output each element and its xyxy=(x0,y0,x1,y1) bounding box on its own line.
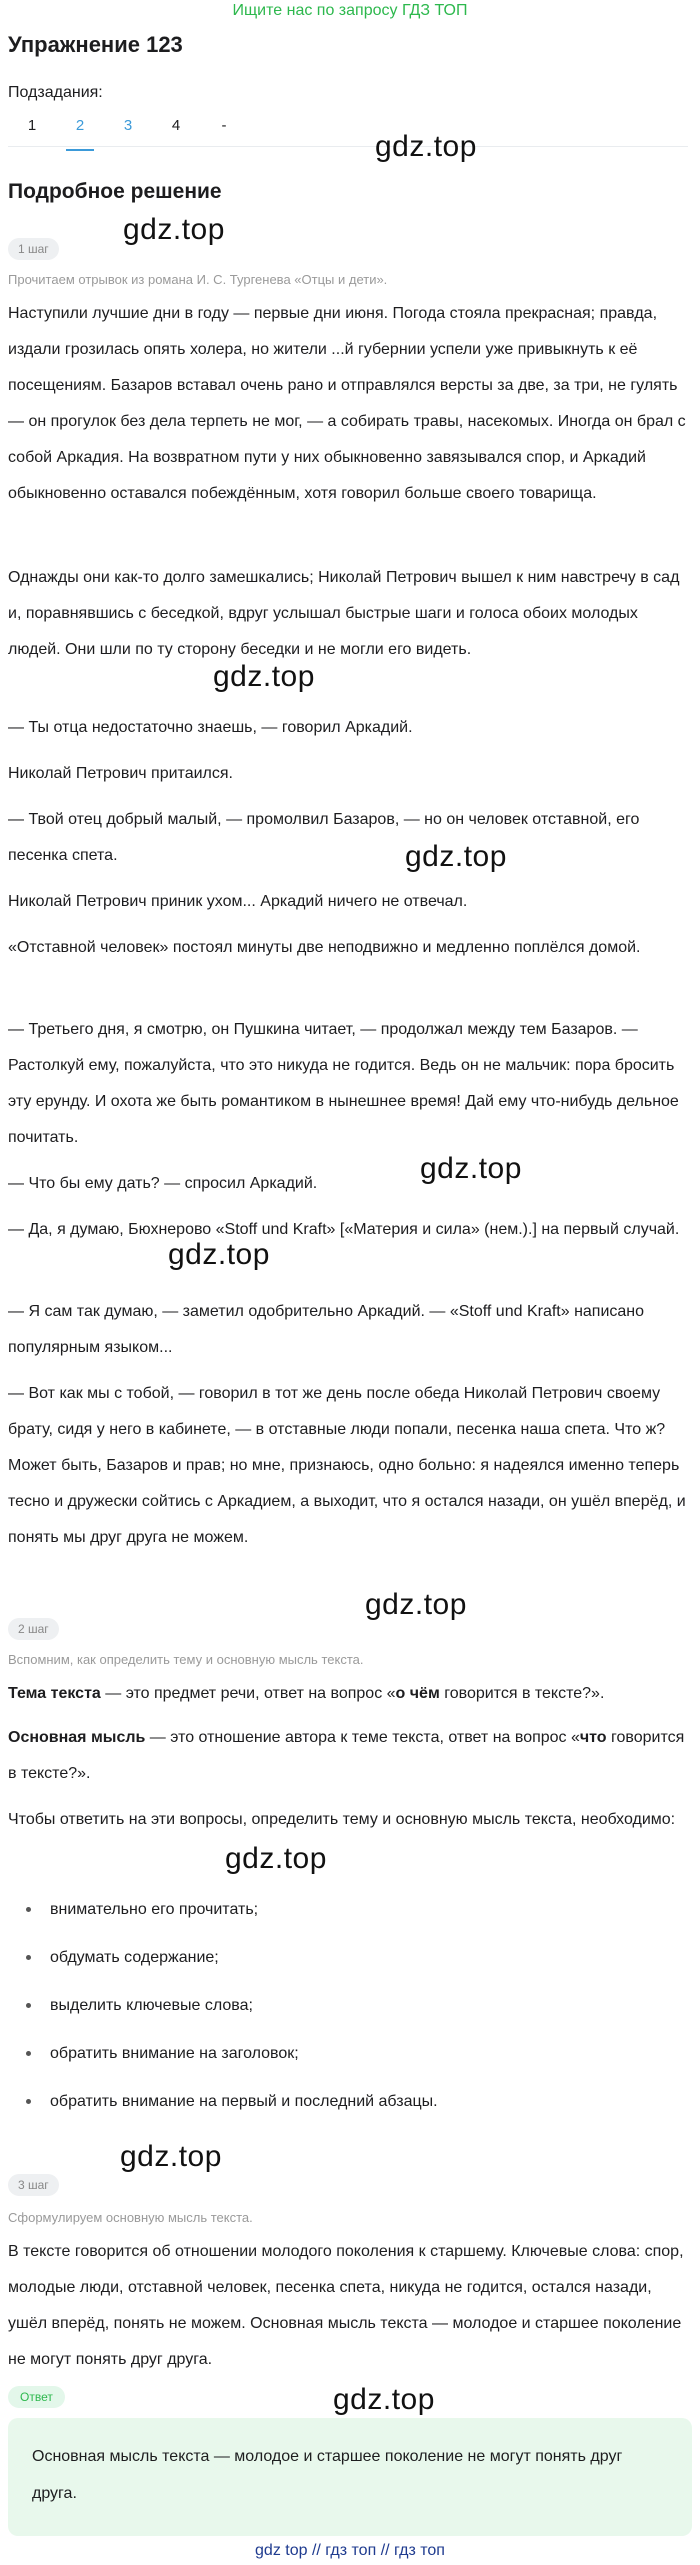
paragraph: Николай Петрович приник ухом... Аркадий ничего не отвечал. xyxy=(8,893,468,910)
answer-text: Основная мысль текста — молодое и старшее поколение не могут понять друг друга. xyxy=(32,2448,623,2502)
theme-definition xyxy=(8,1676,692,1712)
step-badge: 1 шаг xyxy=(8,238,59,260)
watermark: gdz.top xyxy=(225,1842,327,1875)
watermark: gdz.top xyxy=(333,2383,435,2416)
tab-2[interactable]: 2 xyxy=(56,112,104,146)
paragraph: — Твой отец добрый малый, — промолвил Базаров, — но он человек отставной, его песенка спета. xyxy=(8,811,640,864)
paragraph: — Я сам так думаю, — заметил одобрительно Аркадий. — «Stoff und Kraft» написано популярным языком... xyxy=(8,1303,645,1356)
step-intro: Сформулируем основную мысль текста. xyxy=(8,2210,253,2225)
solution-title: Подробное решение xyxy=(8,180,222,203)
watermark: gdz.top xyxy=(375,130,477,163)
watermark: gdz.top xyxy=(420,1152,522,1185)
tab-1[interactable]: 1 xyxy=(27,117,37,134)
paragraph: — Вот как мы с тобой, — говорил в тот же день после обеда Николай Петрович своему брату, сидя у него в кабинете, — в отставные люди попали, песенка наша спета. Что ж? Может быть, Базаров и прав; но мне, признаюсь, одно больно: я надеялся именно теперь тесно и дружески сойтись с Аркадием, а выходит, что я остался назади, он ушёл вперёд, и понять мы друг друга не можем. xyxy=(8,1385,686,1546)
paragraph: — Да, я думаю, Бюхнерово «Stoff und Kraft» [«Материя и сила» (нем.).] на первый случай. xyxy=(8,1221,680,1238)
footer-links[interactable]: gdz top // гдз топ // гдз топ xyxy=(255,2542,445,2559)
paragraph: В тексте говорится об отношении молодого поколения к старшему. Ключевые слова: спор, молодые люди, отставной человек, песенка спета, никуда не годится, остался назади, ушёл вперёд, понять не можем. Основная мысль текста — молодое и старшее поколение не могут понять друг друга. xyxy=(8,2243,684,2368)
watermark: gdz.top xyxy=(168,1238,270,1271)
idea-text: — это отношение автора к теме текста, ответ на вопрос « xyxy=(145,1729,580,1746)
paragraph: Однажды они как-то долго замешкались; Николай Петрович вышел к ним навстречу в сад и, поравнявшись с беседкой, вдруг услышал быстрые шаги и голоса обоих молодых людей. Они шли по ту сторону беседки и не могли его видеть. xyxy=(8,569,680,658)
tab-dash[interactable]: - xyxy=(221,117,227,134)
page-title: Упражнение 123 xyxy=(8,32,183,57)
theme-term: Тема текста xyxy=(8,1685,101,1702)
paragraph: Наступили лучшие дни в году — первые дни июня. Погода стояла прекрасная; правда, издали грозилась опять холера, но жители ...й губернии успели уже привыкнуть к её посещениям. Базаров вставал очень рано и отправлялся версты за две, за три, не гулять — он прогулок без дела терпеть не мог, — а собирать травы, насекомых. Иногда он брал с собой Аркадия. На возвратном пути у них обыкновенно завязывался спор, и Аркадий обыкновенно оставался побеждённым, хотя говорил больше своего товарища. xyxy=(8,305,686,502)
paragraph: — Третьего дня, я смотрю, он Пушкина читает, — продолжал между тем Базаров. — Растолкуй ему, пожалуйста, что это никуда не годится. Ведь он не мальчик: пора бросить эту ерунду. И охота же быть романтиком в нынешнее время! Дай ему что-нибудь дельное почитать. xyxy=(8,1021,679,1146)
list-item: выделить ключевые слова; xyxy=(8,1982,688,2030)
top-banner[interactable]: Ищите нас по запросу ГДЗ ТОП xyxy=(232,2,468,19)
idea-definition xyxy=(8,1720,692,1792)
answer-box xyxy=(8,2418,692,2536)
theme-text-end: говорится в тексте?». xyxy=(439,1685,605,1702)
bullet-list xyxy=(8,1886,688,2126)
step-intro: Прочитаем отрывок из романа И. С. Тургенева «Отцы и дети». xyxy=(8,272,388,287)
watermark: gdz.top xyxy=(405,840,507,873)
watermark: gdz.top xyxy=(213,660,315,693)
step-intro: Вспомним, как определить тему и основную мысль текста. xyxy=(8,1652,364,1667)
step-badge: 2 шаг xyxy=(8,1618,59,1640)
idea-term: Основная мысль xyxy=(8,1729,146,1746)
watermark: gdz.top xyxy=(123,213,225,246)
tab-4[interactable]: 4 xyxy=(171,117,181,134)
tab-3[interactable]: 3 xyxy=(123,117,133,134)
paragraph: — Ты отца недостаточно знаешь, — говорил Аркадий. xyxy=(8,719,413,736)
paragraph: — Что бы ему дать? — спросил Аркадий. xyxy=(8,1175,318,1192)
subtasks-label: Подзадания: xyxy=(8,84,103,101)
paragraph: Николай Петрович притаился. xyxy=(8,765,233,782)
step-badge: 3 шаг xyxy=(8,2174,59,2196)
idea-text-end: говорится в тексте?». xyxy=(8,1729,685,1782)
watermark: gdz.top xyxy=(120,2140,222,2173)
subtask-tabs xyxy=(8,112,688,147)
list-item: внимательно его прочитать; xyxy=(8,1886,688,1934)
watermark: gdz.top xyxy=(365,1588,467,1621)
paragraph: «Отставной человек» постоял минуты две неподвижно и медленно поплёлся домой. xyxy=(8,939,641,956)
idea-question: что xyxy=(579,1729,607,1746)
list-item: обратить внимание на заголовок; xyxy=(8,2030,688,2078)
theme-text: — это предмет речи, ответ на вопрос « xyxy=(100,1685,396,1702)
paragraph: Чтобы ответить на эти вопросы, определить тему и основную мысль текста, необходимо: xyxy=(8,1811,676,1828)
answer-badge: Ответ xyxy=(8,2386,65,2408)
list-item: обдумать содержание; xyxy=(8,1934,688,1982)
list-item: обратить внимание на первый и последний абзацы. xyxy=(8,2078,688,2126)
theme-question: о чём xyxy=(395,1685,440,1702)
